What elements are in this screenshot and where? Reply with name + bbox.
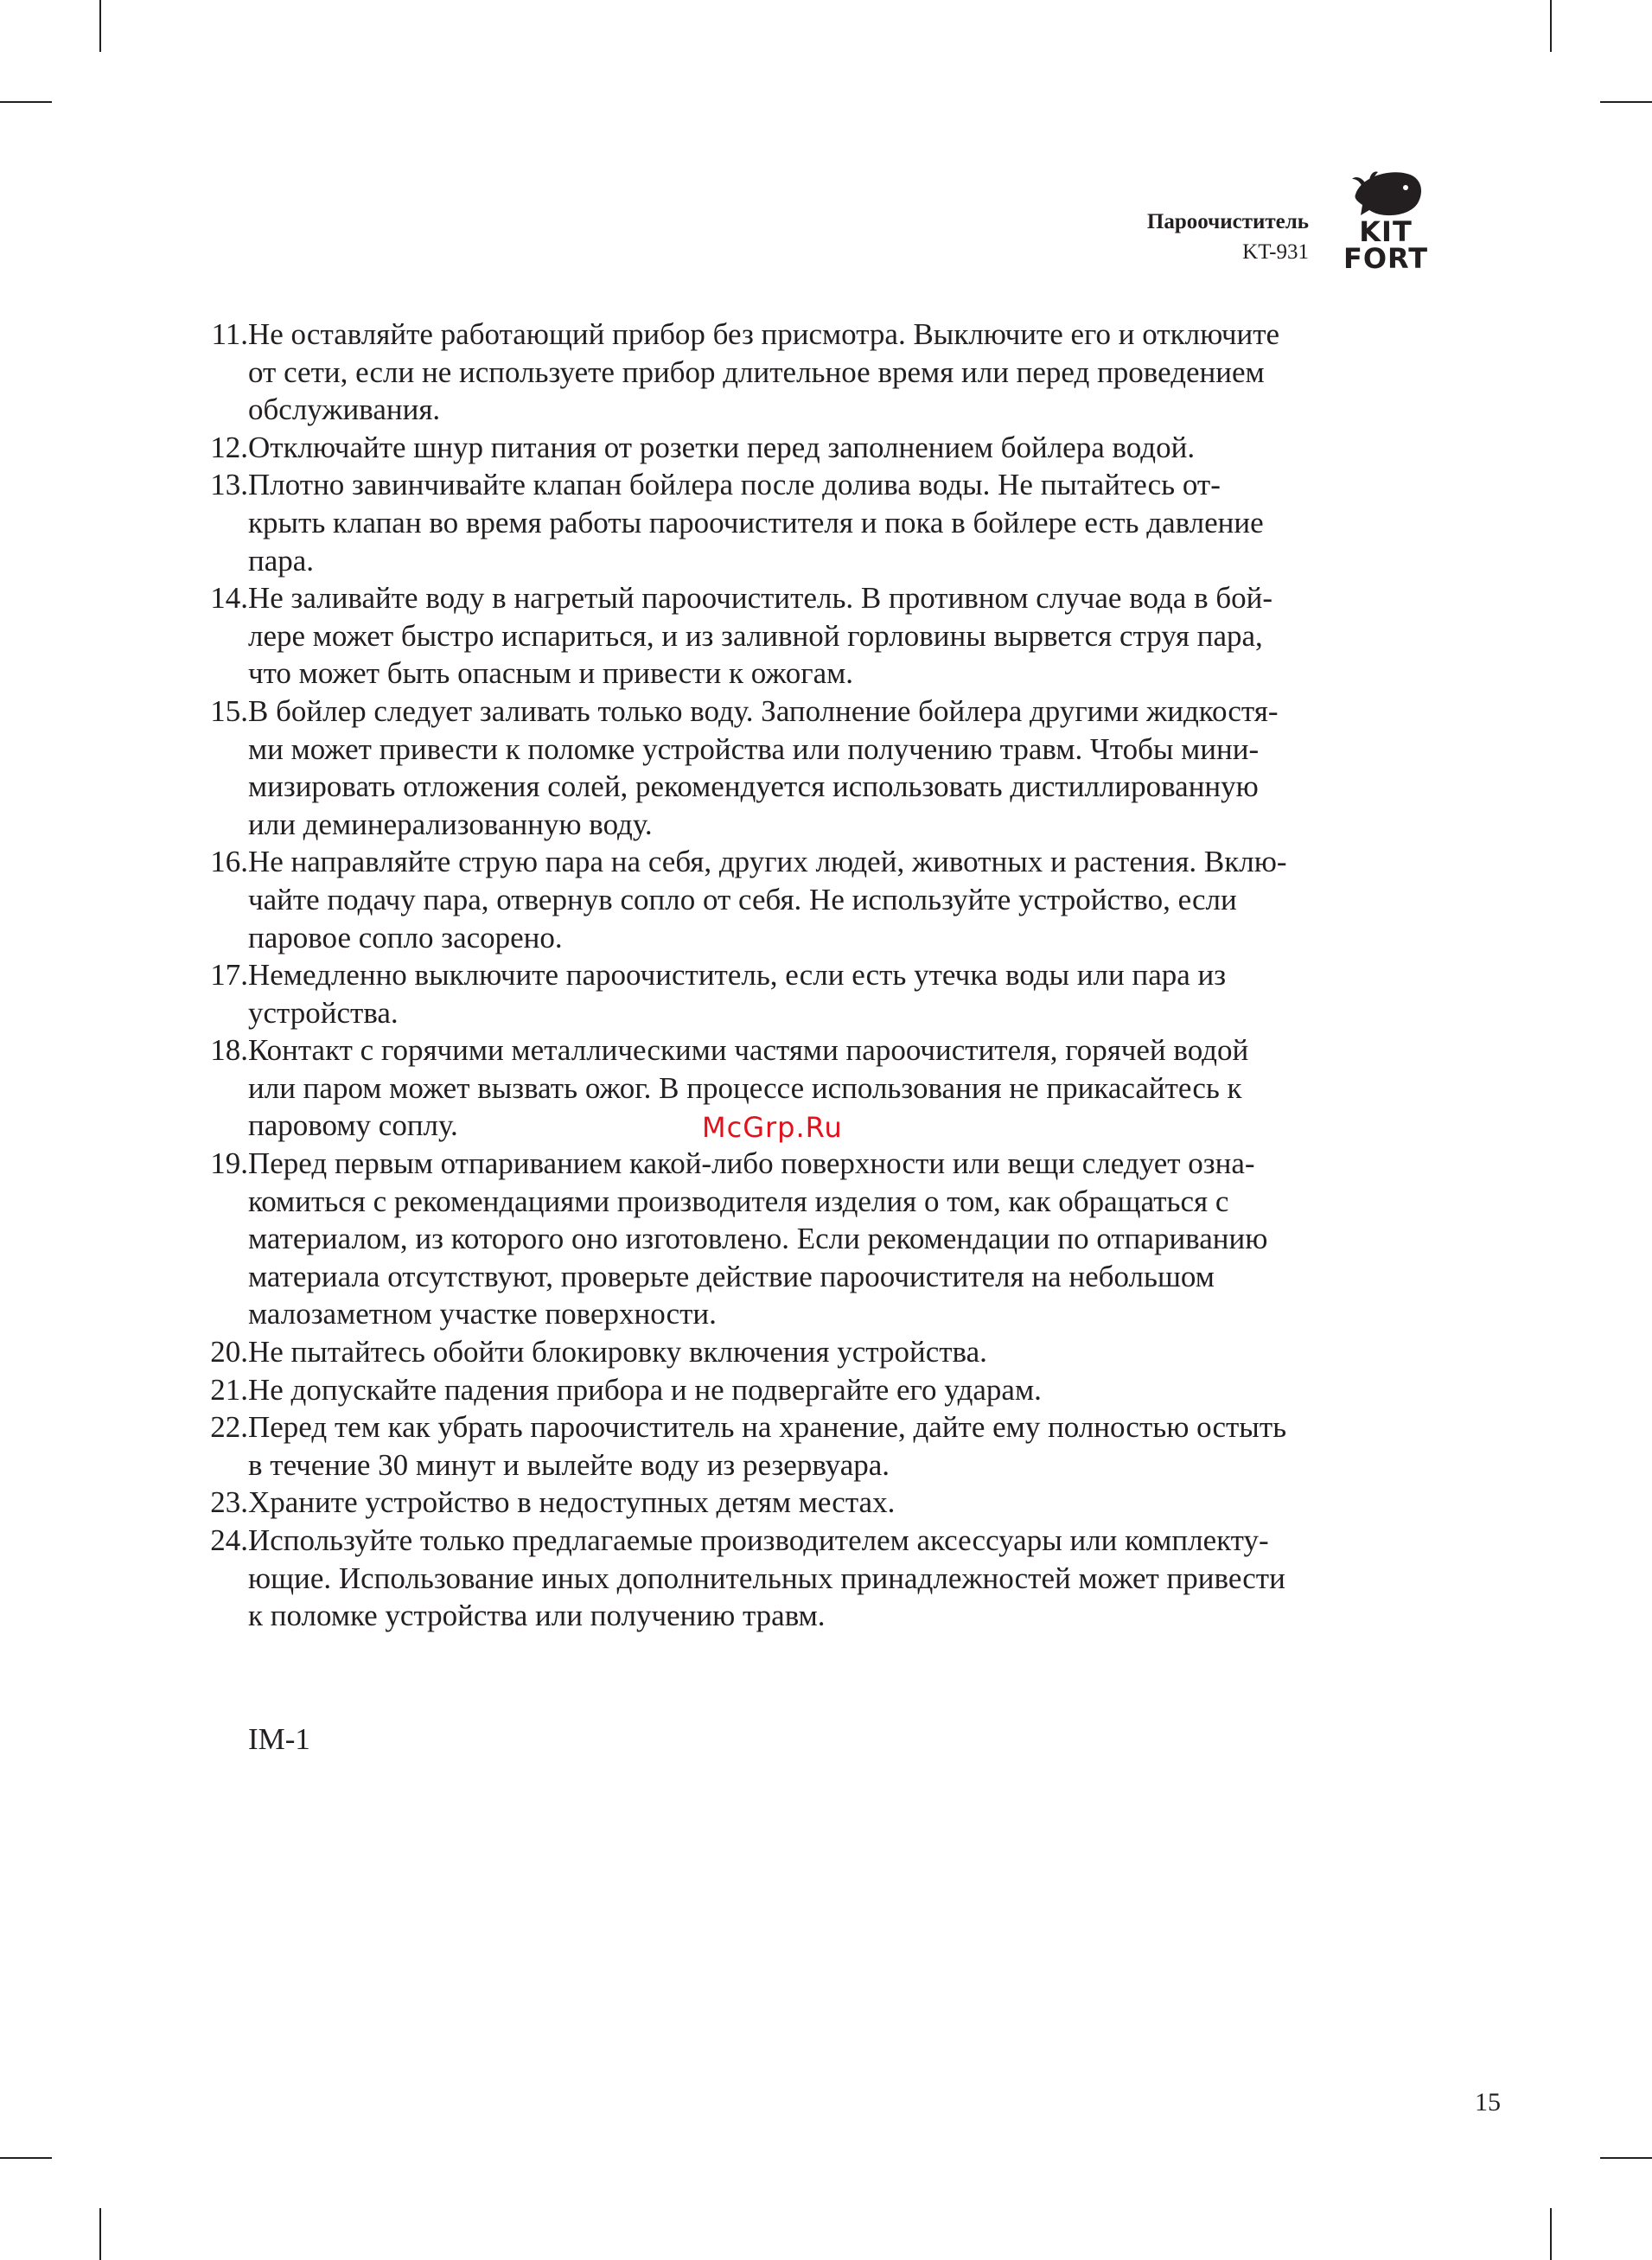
crop-mark-bottom-right bbox=[1550, 2208, 1552, 2260]
list-item-text: Перед тем как убрать пароочиститель на хранение, дайте ему полностью остыть в течение 30 минут и вылейте воду из резервуара. bbox=[248, 1410, 1287, 1482]
crop-mark-left-top bbox=[0, 101, 52, 103]
product-model: KT-931 bbox=[1242, 240, 1309, 264]
list-item-number: 20. bbox=[210, 1335, 248, 1369]
list-item-number: 23. bbox=[210, 1485, 248, 1520]
crop-mark-left-bottom bbox=[0, 2157, 52, 2159]
list-item bbox=[190, 1522, 1435, 1635]
list-item-text: Контакт с горячими металлическими частями пароочистителя, горячей водой или паром может вызвать ожог. В процессе использования не прикасайтесь к паровому соплу. bbox=[248, 1033, 1249, 1143]
page-header bbox=[1146, 169, 1433, 275]
list-item bbox=[190, 1484, 1435, 1522]
list-item-number: 14. bbox=[210, 581, 248, 616]
list-item-number: 19. bbox=[210, 1146, 248, 1181]
crop-mark-right-bottom bbox=[1600, 2157, 1652, 2159]
header-text bbox=[1147, 207, 1309, 272]
crop-mark-top-right bbox=[1550, 0, 1552, 52]
list-item bbox=[190, 1408, 1435, 1484]
list-item-number: 12. bbox=[210, 430, 248, 464]
list-item-text: Не направляйте струю пара на себя, других людей, животных и растения. Вклю- чайте подачу пара, отвернув сопло от себя. Не используйте устройство, если паровое сопло засорено. bbox=[248, 845, 1287, 954]
safety-rules-section bbox=[190, 316, 1435, 1635]
list-item-number: 17. bbox=[210, 958, 248, 993]
list-item bbox=[190, 316, 1435, 429]
list-item-text: Отключайте шнур питания от розетки перед заполнением бойлера водой. bbox=[248, 430, 1196, 464]
list-item-text: Перед первым отпариванием какой-либо поверхности или вещи следует озна- комиться с рекомендациями производителя изделия о том, как обращаться с материалом, из которого оно изготовлено. Если рекомендации по отпариванию материала отсутствуют, проверьте действие пароочистителя на небольшом малозаметном участке поверхности. bbox=[248, 1146, 1268, 1331]
watermark: McGrp.Ru bbox=[702, 1111, 843, 1144]
list-item-number: 11. bbox=[211, 317, 248, 351]
list-item-number: 24. bbox=[210, 1523, 248, 1557]
list-item-number: 22. bbox=[210, 1410, 248, 1445]
page-number: 15 bbox=[1475, 2088, 1501, 2116]
list-item-text: В бойлер следует заливать только воду. Заполнение бойлера другими жидкостя- ми может привести к поломке устройства или получению травм. Чтобы мини- мизировать отложения солей, рекомендуется использовать дистиллированную или деминерализованную воду. bbox=[248, 693, 1279, 841]
list-item bbox=[190, 1145, 1435, 1333]
brand-logo bbox=[1338, 169, 1433, 275]
safety-rules-list bbox=[190, 316, 1435, 1635]
list-item-number: 16. bbox=[210, 845, 248, 879]
list-item-text: Не пытайтесь обойти блокировку включения устройства. bbox=[248, 1335, 987, 1369]
crop-mark-bottom-left bbox=[99, 2208, 101, 2260]
list-item-text: Храните устройство в недоступных детям местах. bbox=[248, 1485, 896, 1520]
list-item bbox=[190, 843, 1435, 956]
kitfort-whale-logo-icon bbox=[1347, 169, 1425, 219]
list-item-text: Плотно завинчивайте клапан бойлера после долива воды. Не пытайтесь от- крыть клапан во время работы пароочистителя и пока в бойлере есть давление пара. bbox=[248, 468, 1264, 578]
list-item bbox=[190, 956, 1435, 1031]
list-item bbox=[190, 466, 1435, 579]
list-item bbox=[190, 429, 1435, 467]
crop-mark-right-top bbox=[1600, 101, 1652, 103]
crop-mark-top-left bbox=[99, 0, 101, 52]
list-item-text: Не допускайте падения прибора и не подвергайте его ударам. bbox=[248, 1372, 1042, 1407]
list-item-number: 21. bbox=[210, 1372, 248, 1407]
logo-word-kit: KIT bbox=[1359, 215, 1413, 248]
list-item-text: Не заливайте воду в нагретый пароочиститель. В противном случае вода в бой- лере может быстро испариться, и из заливной горловины вырвется струя пара, что может быть опасным и привести к ожогам. bbox=[248, 581, 1273, 691]
list-item-text: Не оставляйте работающий прибор без присмотра. Выключите его и отключите от сети, если не используете прибор длительное время или перед проведением обслуживания. bbox=[248, 317, 1280, 427]
list-item-text: Немедленно выключите пароочиститель, если есть утечка воды или пара из устройства. bbox=[248, 958, 1227, 1030]
list-item bbox=[190, 693, 1435, 843]
list-item-number: 18. bbox=[210, 1033, 248, 1068]
list-item bbox=[190, 1333, 1435, 1371]
logo-word-fort: FORT bbox=[1343, 242, 1429, 275]
document-code: IM-1 bbox=[248, 1722, 310, 1756]
list-item-text: Используйте только предлагаемые производителем аксессуары или комплекту- ющие. Использование иных дополнительных принадлежностей может привести к поломке устройства или получению травм. bbox=[248, 1523, 1285, 1633]
list-item bbox=[190, 579, 1435, 693]
product-title: Пароочиститель bbox=[1146, 210, 1309, 233]
list-item bbox=[190, 1371, 1435, 1409]
list-item-number: 13. bbox=[210, 468, 248, 502]
list-item-number: 15. bbox=[210, 693, 248, 728]
